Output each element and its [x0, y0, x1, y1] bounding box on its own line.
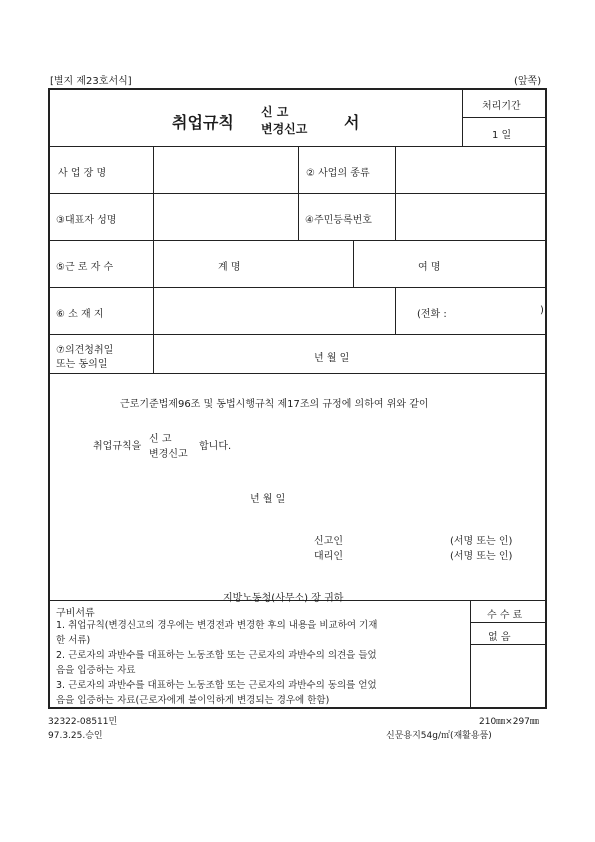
processing-period-label: 처리기간	[482, 101, 521, 112]
business-type-label: ② 사업의 종류	[306, 168, 370, 179]
opinion-date-field: 년 월 일	[314, 353, 350, 364]
legal-statement: 근로기준법제96조 및 동법시행규칙 제17조의 규정에 의하여 위와 같이	[120, 399, 429, 410]
document-item: 한 서류)	[56, 635, 91, 646]
paper-size: 210㎜×297㎜	[479, 717, 539, 727]
required-documents-list	[56, 618, 377, 708]
worker-count-label: ⑤근 로 자 수	[56, 262, 114, 273]
reporter-label: 신고인	[314, 536, 343, 547]
approval-date: 97.3.25.승인	[48, 731, 103, 741]
agent-signature: (서명 또는 인)	[450, 551, 513, 562]
representative-name-label: ③대표자 성명	[56, 215, 117, 226]
document-item: 음을 입증하는 자료(근로자에게 불이익하게 변경되는 경우에 한함)	[56, 695, 330, 706]
business-name-label: 사 업 장 명	[58, 168, 107, 179]
form-title-suffix: 서	[344, 113, 360, 132]
worker-female-field: 여 명	[418, 262, 441, 273]
document-item: 1. 취업규칙(변경신고의 경우에는 변경전과 변경한 후의 내용을 비교하여 기재	[56, 620, 378, 631]
rule-suffix: 합니다.	[199, 441, 232, 452]
title-option-change: 변경신고	[261, 122, 308, 136]
worker-total-field: 계 명	[218, 262, 241, 273]
document-item: 2. 근로자의 과반수를 대표하는 노동조합 또는 근로자의 과반수의 의견을 들었	[56, 650, 377, 661]
title-option-report: 신 고	[261, 105, 289, 119]
rule-option-report: 신 고	[149, 434, 172, 445]
fee-value: 없 음	[488, 632, 511, 643]
paper-type: 신문용지54g/㎡(재활용품)	[386, 731, 492, 741]
rule-prefix: 취업규칙을	[93, 441, 142, 452]
agent-label: 대리인	[314, 551, 343, 562]
form-code: 32322-08511민	[48, 717, 118, 727]
resident-number-label: ④주민등록번호	[305, 215, 372, 226]
processing-period-value: 1 일	[492, 130, 512, 141]
document-item: 음을 입증하는 자료	[56, 665, 136, 676]
document-item: 3. 근로자의 과반수를 대표하는 노동조합 또는 근로자의 과반수의 동의를 얻었	[56, 680, 377, 691]
fee-label: 수 수 료	[487, 610, 523, 621]
form-number: [별지 제23호서식]	[50, 76, 132, 87]
consent-date-label: 또는 동의일	[56, 359, 108, 370]
rule-option-change: 변경신고	[149, 449, 188, 460]
page-side-label: (앞쪽)	[514, 76, 542, 87]
phone-field-close: )	[540, 305, 544, 316]
location-label: ⑥ 소 재 지	[56, 309, 104, 320]
phone-field: (전화 :	[417, 309, 447, 320]
submission-date: 년 월 일	[250, 494, 286, 505]
required-documents-title: 구비서류	[56, 608, 95, 619]
reporter-signature: (서명 또는 인)	[450, 536, 513, 547]
recipient-line: 지방노동청(사무소) 장 귀하	[223, 593, 344, 604]
opinion-date-label: ⑦의견청취일	[56, 345, 114, 356]
form-title: 취업규칙	[172, 113, 234, 132]
